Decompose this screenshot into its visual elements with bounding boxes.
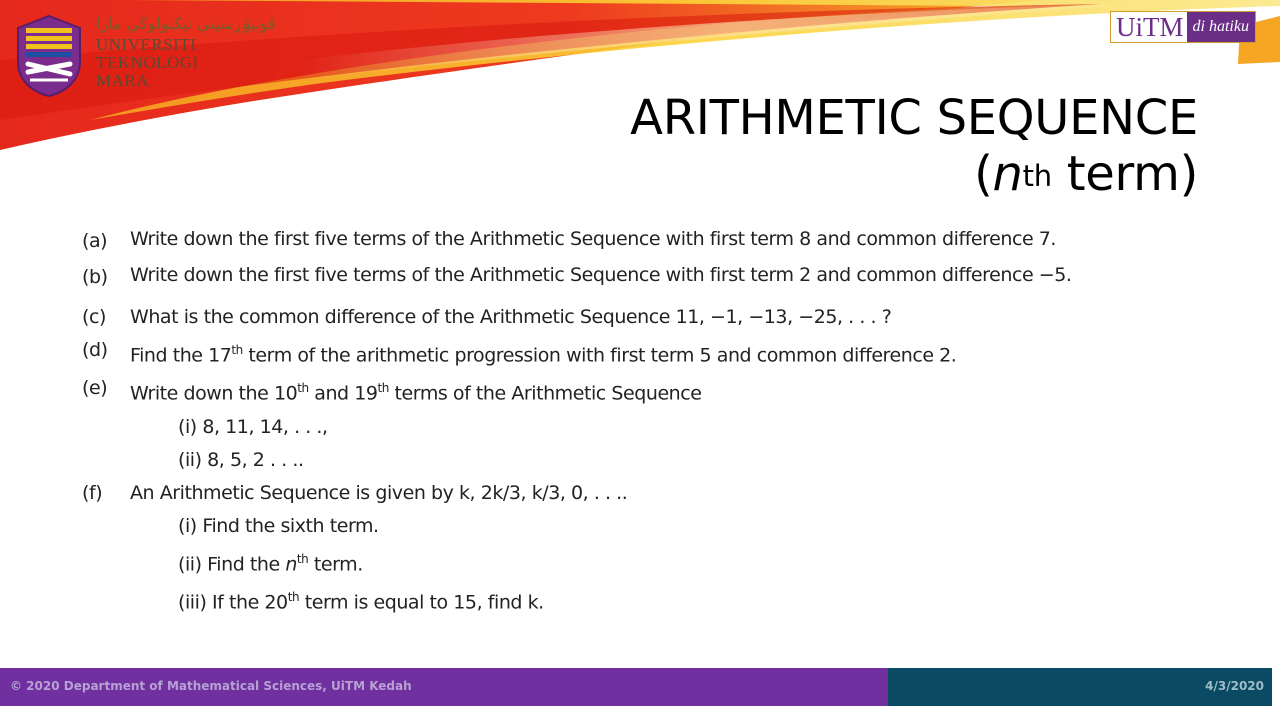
text-part: terms of the Arithmetic Sequence — [388, 382, 702, 405]
logo-line-universiti: UNIVERSITI — [96, 35, 197, 54]
question-e-sub-i: (i) 8, 11, 14, . . ., — [178, 415, 328, 438]
badge-sub-text: di hatiku — [1187, 12, 1255, 42]
question-e — [82, 372, 1172, 410]
logo-jawi-text: ڤونيۏرسيتي تيكنولوڬي مارا — [96, 14, 276, 33]
footer-bar-right — [888, 668, 1272, 706]
question-b — [82, 266, 1172, 288]
question-text: Write down the first five terms of the Arithmetic Sequence with first term 8 and common difference 7. — [130, 228, 1056, 250]
text-part: term is equal to 15, find k. — [299, 591, 544, 614]
question-text: An Arithmetic Sequence is given by k, 2k/3, k/3, 0, . . .. — [130, 481, 628, 504]
slide-title — [630, 90, 1198, 202]
question-d — [82, 334, 1172, 372]
italic-n: n — [285, 552, 297, 575]
question-text: Write down the first five terms of the Arithmetic Sequence with first term 2 and common difference −5. — [130, 264, 1072, 286]
question-f-sub-i: (i) Find the sixth term. — [178, 514, 379, 537]
text-part: (iii) If the 20 — [178, 591, 288, 614]
title-sup: th — [1022, 159, 1052, 193]
question-text — [130, 372, 1172, 410]
question-label: (f) — [82, 481, 103, 504]
question-text — [130, 334, 1172, 372]
logo-line-teknologi: TEKNOLOGI — [96, 53, 199, 72]
question-f-sub-iii — [82, 581, 1172, 619]
badge-main-text: UiTM — [1116, 12, 1184, 42]
question-list — [82, 230, 1172, 619]
slide-title-line1: ARITHMETIC SEQUENCE — [630, 90, 1198, 146]
question-label: (b) — [82, 266, 108, 288]
logo-line-mara: MARA — [96, 71, 150, 90]
superscript: th — [297, 381, 309, 396]
question-label: (e) — [82, 377, 108, 400]
question-f-sub-ii — [82, 543, 1172, 581]
question-c — [82, 301, 1172, 334]
uitm-crest-icon — [14, 14, 84, 98]
superscript: th — [296, 551, 309, 566]
superscript: th — [377, 381, 389, 396]
text-part: Write down the 10 — [130, 382, 298, 405]
footer-bar-left — [0, 668, 888, 706]
footer-date: 4/3/2020 — [1205, 679, 1264, 693]
question-text: What is the common difference of the Arithmetic Sequence 11, −1, −13, −25, . . . ? — [130, 306, 892, 328]
text-part: Find the 17 — [130, 344, 232, 367]
superscript: th — [287, 589, 300, 604]
text-part: term. — [308, 552, 363, 575]
question-a — [82, 230, 1172, 252]
title-rest: term) — [1051, 146, 1198, 202]
uitm-di-hatiku-badge — [1110, 11, 1256, 43]
footer-copyright: © 2020 Department of Mathematical Sciences, UiTM Kedah — [10, 679, 412, 693]
question-label: (d) — [82, 339, 108, 361]
text-part: and 19 — [308, 382, 378, 405]
question-f — [82, 477, 1172, 510]
question-label: (c) — [82, 306, 106, 328]
uitm-logo — [14, 14, 276, 104]
logo-wordmark — [96, 36, 199, 90]
slide-title-line2 — [630, 146, 1198, 202]
question-e-sub-ii: (ii) 8, 5, 2 . . .. — [178, 448, 304, 471]
title-n: n — [992, 146, 1023, 202]
superscript: th — [231, 343, 243, 357]
question-label: (a) — [82, 230, 108, 252]
title-open-paren: ( — [974, 146, 993, 202]
text-part: term of the arithmetic progression with first term 5 and common difference 2. — [242, 344, 957, 367]
text-part: (ii) Find the — [178, 552, 286, 575]
